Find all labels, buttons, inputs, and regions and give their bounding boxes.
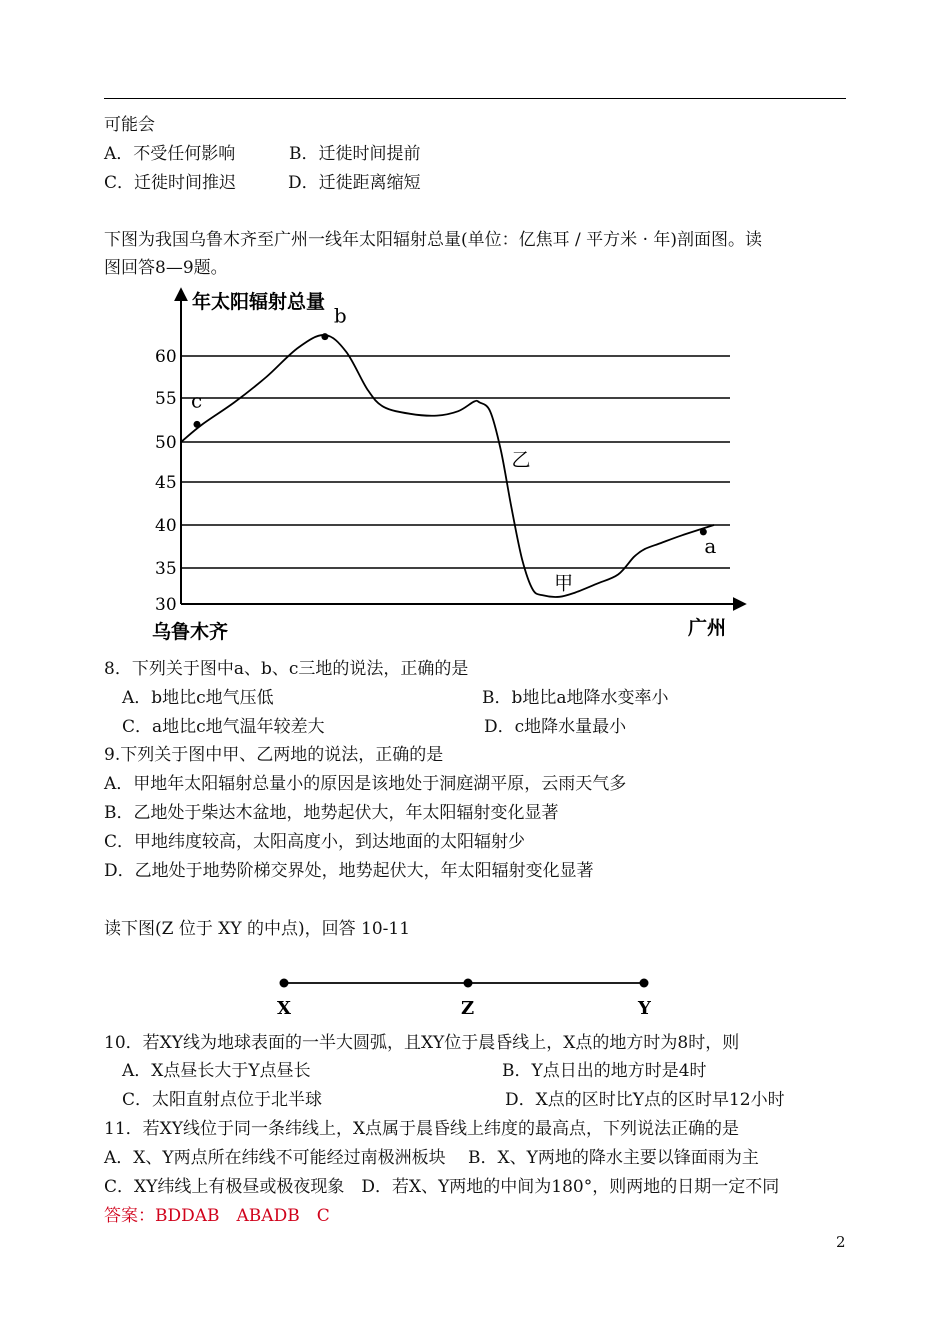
point-a-label: a (704, 533, 717, 558)
point-y-dot (640, 979, 649, 988)
q7-stem-tail: 可能会 (104, 115, 155, 135)
answer-key: 答案：BDDAB ABADB C (104, 1206, 330, 1226)
header-rule (104, 98, 846, 99)
q7-option-d: D．迁徙距离缩短 (288, 173, 421, 193)
radiation-series-line (181, 335, 717, 597)
q7-option-c: C．迁徙时间推迟 (104, 173, 237, 193)
y-tick-label-60: 60 (155, 347, 177, 367)
xyz-line-diagram (0, 970, 950, 1020)
y-tick-label-55: 55 (155, 389, 177, 409)
q8-option-c: C．a地比c地气温年较差大 (122, 717, 325, 737)
point-x-label: X (277, 998, 291, 1019)
q11-options-ab: A．X、Y两点所在纬线不可能经过南极洲板块 B．X、Y两地的降水主要以锋面雨为主 (104, 1148, 759, 1168)
q10-option-d: D．X点的区时比Y点的区时早12小时 (505, 1090, 785, 1110)
q8-option-a: A．b地比c地气压低 (122, 688, 274, 708)
q10-option-b: B．Y点日出的地方时是4时 (502, 1061, 707, 1081)
x-axis-label-right: 广州 (688, 617, 727, 639)
q11-options-cd: C．XY纬线上有极昼或极夜现象 D．若X、Y两地的中间为180°，则两地的日期一定不同 (104, 1177, 780, 1197)
point-z-label: Z (461, 998, 475, 1019)
intro-8-9-line1: 下图为我国乌鲁木齐至广州一线年太阳辐射总量(单位：亿焦耳 / 平方米 · 年)剖面图。读 (104, 230, 763, 250)
x-axis-label-left: 乌鲁木齐 (152, 621, 229, 642)
q10-option-c: C．太阳直射点位于北半球 (122, 1090, 323, 1110)
q8-option-b: B．b地比a地降水变率小 (482, 688, 669, 708)
y-axis-title: 年太阳辐射总量 (192, 291, 326, 313)
q10-option-a: A．X点昼长大于Y点昼长 (122, 1061, 311, 1081)
q10-stem: 10．若XY线为地球表面的一半大圆弧，且XY位于晨昏线上，X点的地方时为8时，则 (104, 1033, 740, 1053)
page-number: 2 (836, 1233, 846, 1251)
point-y-label: Y (638, 998, 651, 1019)
y-tick-label-45: 45 (155, 473, 177, 493)
q9-stem: 9.下列关于图中甲、乙两地的说法，正确的是 (104, 745, 444, 765)
point-c-label: c (190, 388, 203, 413)
region-label-1: 甲 (554, 572, 574, 595)
q9-option-d: D．乙地处于地势阶梯交界处，地势起伏大，年太阳辐射变化显著 (104, 861, 594, 881)
solar-radiation-profile-chart (0, 282, 950, 642)
q7-option-b: B．迁徙时间提前 (289, 144, 421, 164)
q9-option-a: A．甲地年太阳辐射总量小的原因是该地处于洞庭湖平原，云雨天气多 (104, 774, 627, 794)
y-tick-label-35: 35 (155, 559, 177, 579)
point-z-dot (464, 979, 473, 988)
q11-stem: 11．若XY线位于同一条纬线上，X点属于晨昏线上纬度的最高点，下列说法正确的是 (104, 1119, 740, 1139)
intro-8-9-line2: 图回答8—9题。 (104, 258, 228, 278)
q8-stem: 8．下列关于图中a、b、c三地的说法，正确的是 (104, 659, 469, 679)
q9-option-c: C．甲地纬度较高，太阳高度小，到达地面的太阳辐射少 (104, 832, 526, 852)
region-label-0: 乙 (511, 449, 531, 471)
q7-option-a: A．不受任何影响 (104, 144, 236, 164)
intro-10-11: 读下图(Z 位于 XY 的中点)，回答 10-11 (104, 919, 411, 939)
y-tick-label-30: 30 (155, 595, 177, 615)
point-b-label: b (333, 303, 347, 328)
y-tick-label-40: 40 (155, 516, 177, 536)
point-x-dot (280, 979, 289, 988)
y-tick-label-50: 50 (155, 433, 177, 453)
point-c-dot (193, 421, 200, 428)
q9-option-b: B．乙地处于柴达木盆地，地势起伏大，年太阳辐射变化显著 (104, 803, 559, 823)
point-b-dot (321, 333, 328, 340)
q8-option-d: D．c地降水量最小 (484, 717, 627, 737)
